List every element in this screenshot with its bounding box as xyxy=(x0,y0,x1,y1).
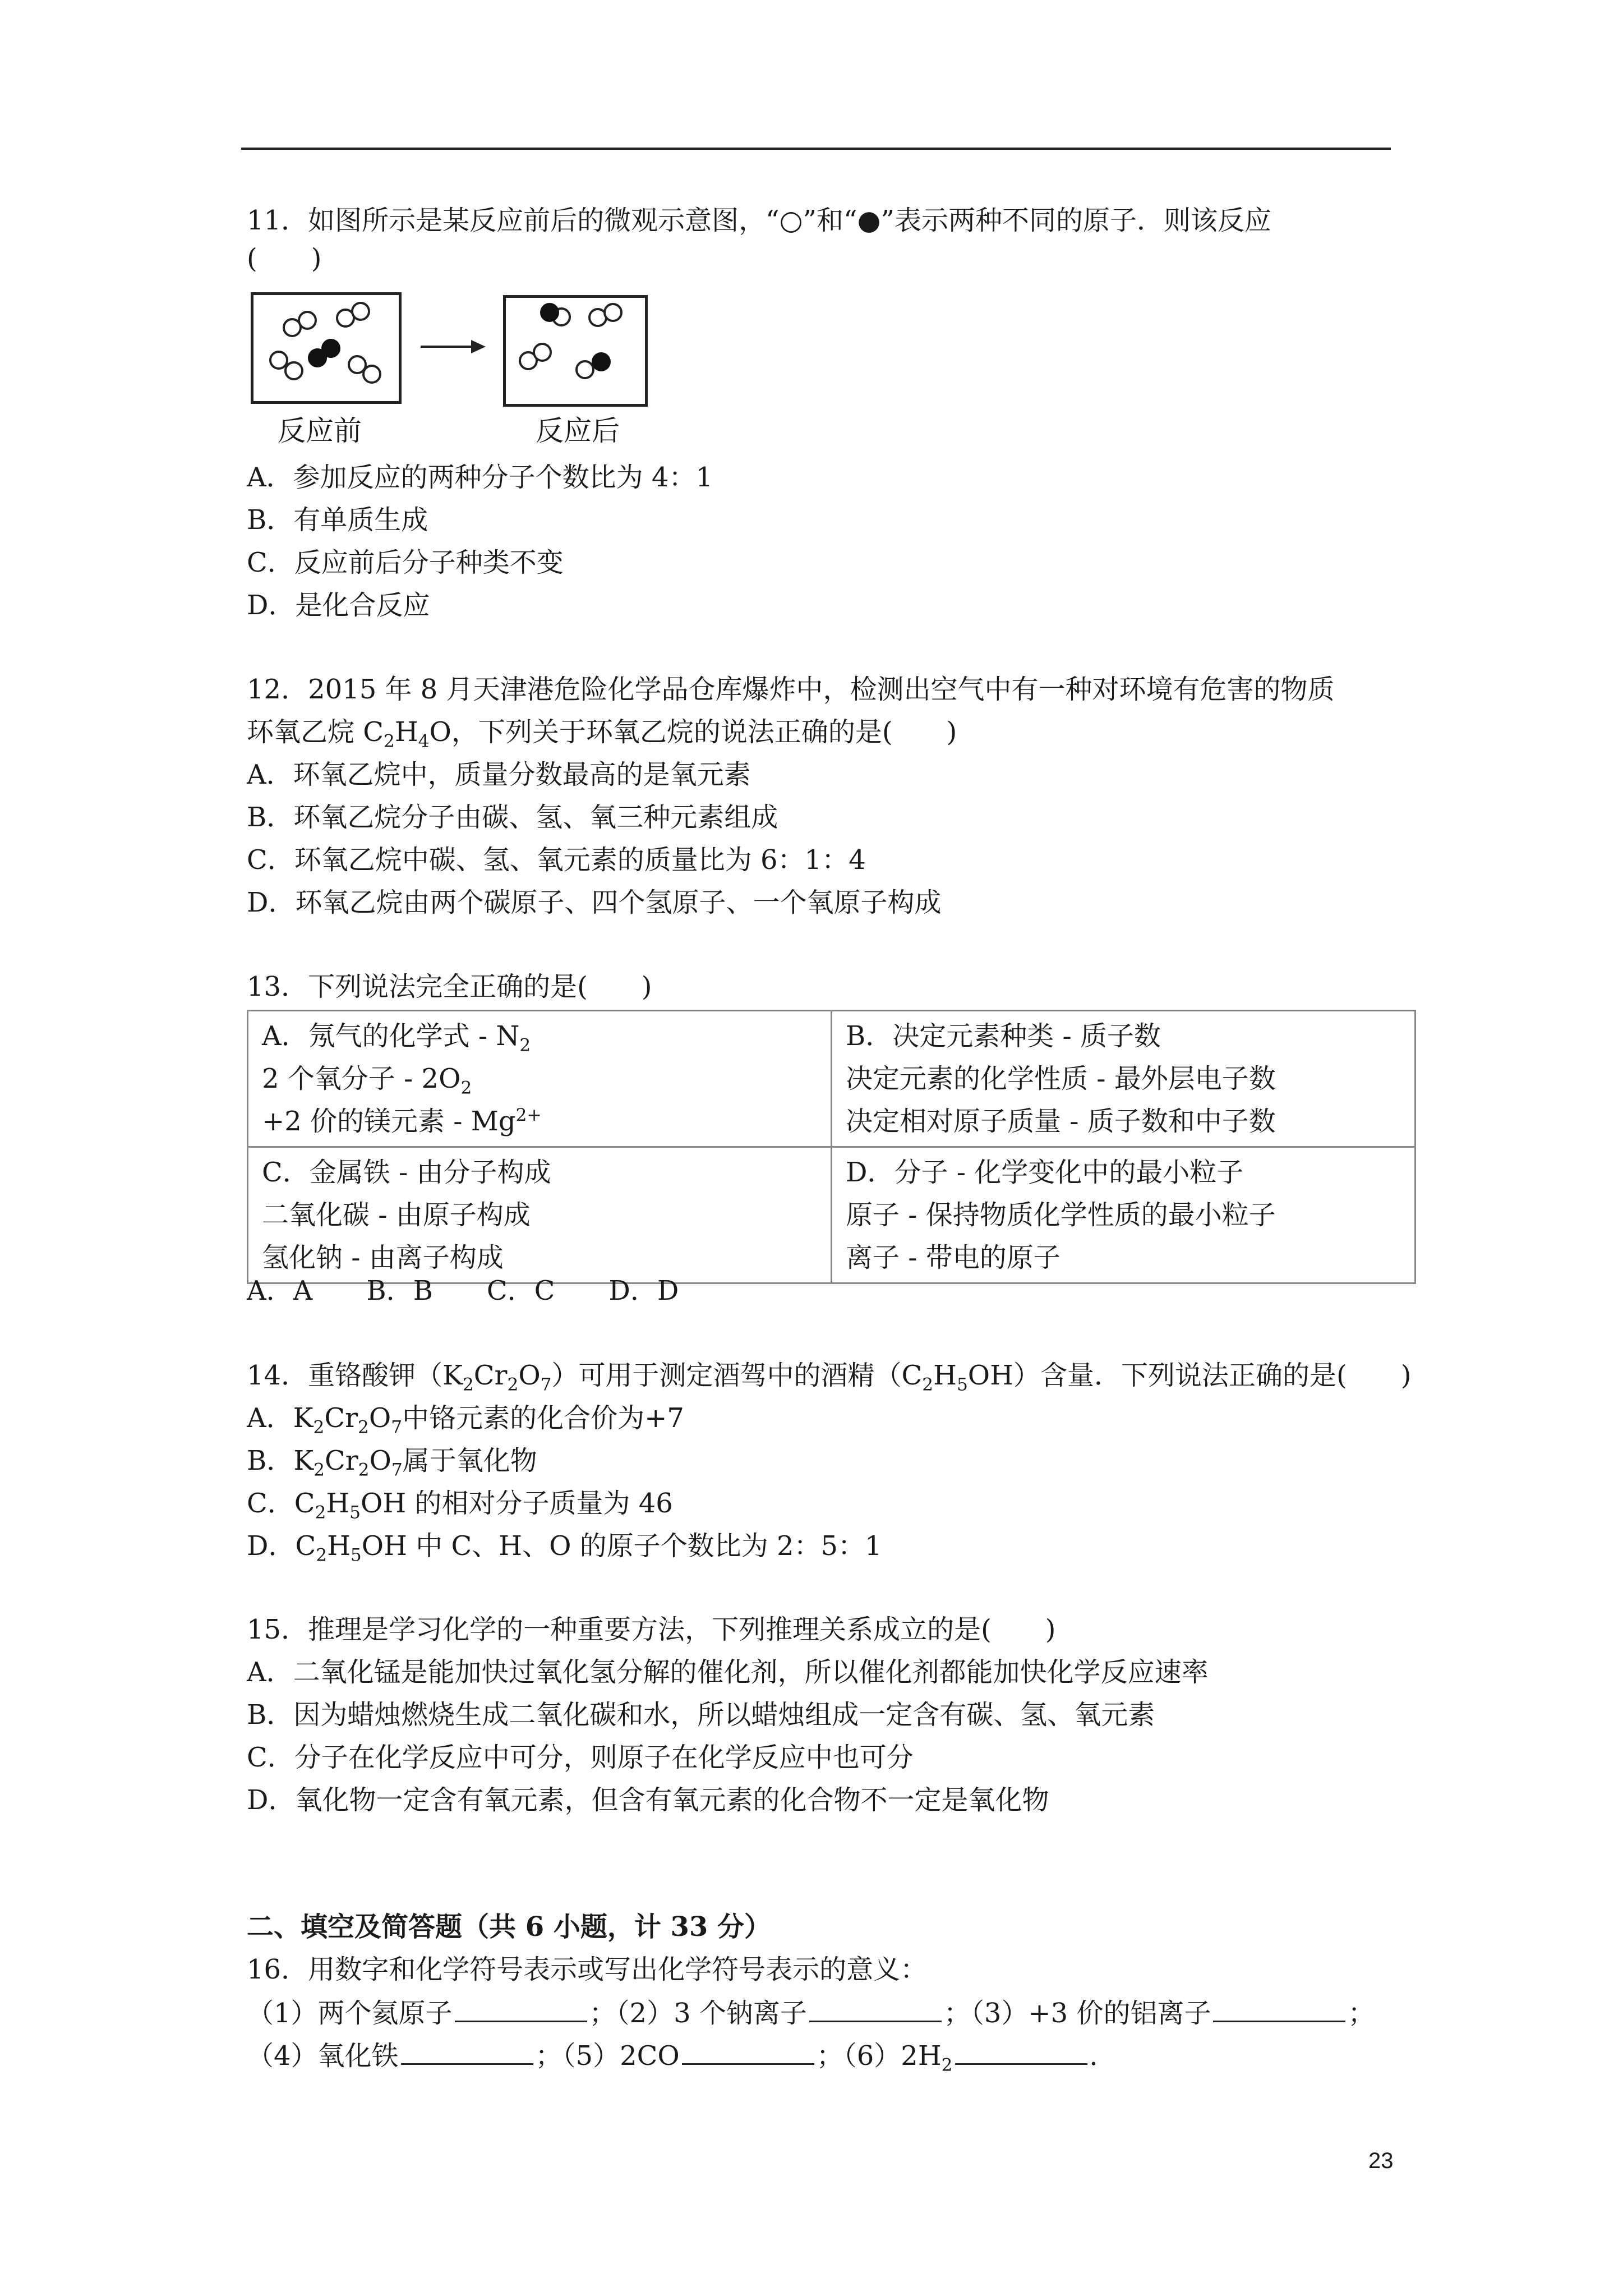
cell-a-line3: +2 价的镁元素 - $Mg^{2+}$ xyxy=(262,1105,542,1137)
q15-option-b: B．因为蜡烛燃烧生成二氧化碳和水，所以蜡烛组成一定含有碳、氢、氧元素 xyxy=(247,1699,1155,1731)
q13-answers: A．A B．B C．C D．D xyxy=(247,1275,679,1306)
q13-table xyxy=(247,1010,1416,1284)
answer-blank[interactable] xyxy=(1213,1996,1345,2022)
q14-option-d: D．$C_2H_5OH$ 中 C、H、O 的原子个数比为 2：5：1 xyxy=(247,1530,882,1566)
q15-option-d: D．氧化物一定含有氧元素，但含有氧元素的化合物不一定是氧化物 xyxy=(247,1784,1049,1816)
before-label: 反应前 xyxy=(278,415,362,447)
q14-option-c: C．$C_2H_5OH$ 的相对分子质量为 46 xyxy=(247,1488,673,1523)
page-number: 23 xyxy=(1368,2148,1394,2173)
answer-blank[interactable] xyxy=(455,1996,587,2022)
q12-option-c: C．环氧乙烷中碳、氢、氧元素的质量比为 6：1：4 xyxy=(247,844,866,876)
q13-stem: 13．下列说法完全正确的是( ) xyxy=(247,971,652,1002)
section-heading: 二、填空及简答题（共 6 小题，计 33 分） xyxy=(247,1911,772,1943)
cell-d-line3: 离子 - 带电的原子 xyxy=(846,1242,1061,1273)
q12-option-a: A．环氧乙烷中，质量分数最高的是氧元素 xyxy=(247,759,751,790)
cell-d xyxy=(832,1147,1415,1283)
cell-b-line3: 决定相对原子质量 - 质子数和中子数 xyxy=(846,1106,1276,1137)
cell-c-line2: 二氧化碳 - 由原子构成 xyxy=(262,1199,531,1231)
cell-a xyxy=(248,1011,832,1147)
cell-c xyxy=(248,1147,832,1283)
answer-blank[interactable] xyxy=(955,2039,1087,2065)
cell-d-line1: D．分子 - 化学变化中的最小粒子 xyxy=(846,1157,1244,1188)
q16-line1: （1）两个氦原子 ；（2）3 个钠离子 ；（3）+3 价的铝离子 ； xyxy=(247,1996,1375,2030)
q15-option-c: C．分子在化学反应中可分，则原子在化学反应中也可分 xyxy=(247,1742,914,1773)
cell-b-line1: B．决定元素种类 - 质子数 xyxy=(846,1020,1161,1052)
q12-stem-line2: 环氧乙烷 $C_2H_4O$，下列关于环氧乙烷的说法正确的是( ) xyxy=(247,716,957,752)
cell-c-line3: 氢化钠 - 由离子构成 xyxy=(262,1242,504,1273)
molecule-drawing xyxy=(0,0,673,426)
q11-option-c: C．反应前后分子种类不变 xyxy=(247,547,564,578)
after-label: 反应后 xyxy=(536,415,620,447)
q14-option-b: B．$K_2Cr_2O_7$属于氧化物 xyxy=(247,1445,537,1480)
q16-stem: 16．用数字和化学符号表示或写出化学符号表示的意义： xyxy=(247,1954,928,1985)
q12-option-b: B．环氧乙烷分子由碳、氢、氧三种元素组成 xyxy=(247,802,778,833)
q15-option-a: A．二氧化锰是能加快过氧化氢分解的催化剂，所以催化剂都能加快化学反应速率 xyxy=(247,1657,1209,1688)
cell-a-line1: A．氖气的化学式 - $N_2$ xyxy=(262,1020,531,1056)
answer-blank[interactable] xyxy=(809,1996,942,2022)
q11-stem: 11．如图所示是某反应前后的微观示意图，“○”和“●”表示两种不同的原子．则该反应 xyxy=(247,205,1272,236)
q15-stem: 15．推理是学习化学的一种重要方法，下列推理关系成立的是( ) xyxy=(247,1614,1056,1645)
cell-b-line2: 决定元素的化学性质 - 最外层电子数 xyxy=(846,1063,1276,1094)
q11-paren: ( ) xyxy=(247,243,322,274)
q12-option-d: D．环氧乙烷由两个碳原子、四个氢原子、一个氧原子构成 xyxy=(247,887,942,918)
answer-blank[interactable] xyxy=(682,2039,814,2065)
q16-line2: （4）氧化铁 ；（5）2CO ；$(6)2H_2$ ． xyxy=(247,2039,1117,2072)
cell-a-line2: 2 个氧分子 - $2O_2$ xyxy=(262,1063,472,1098)
cell-c-line1: C．金属铁 - 由分子构成 xyxy=(262,1157,551,1188)
q11-option-a: A．参加反应的两种分子个数比为 4：1 xyxy=(247,462,713,493)
q14-stem: 14．重铬酸钾$(K_2Cr_2O_7)$可用于测定酒驾中的酒精$(C_2H_5OH)$含量．下列说法正确的是( ) xyxy=(247,1360,1412,1395)
answer-blank[interactable] xyxy=(401,2039,533,2065)
q11-option-d: D．是化合反应 xyxy=(247,590,430,621)
q12-stem-line1: 12．2015 年 8 月天津港危险化学品仓库爆炸中，检测出空气中有一种对环境有危害的物质 xyxy=(247,674,1335,705)
cell-b xyxy=(832,1011,1415,1147)
q14-option-a: A．$K_2Cr_2O_7$中铬元素的化合价为+7 xyxy=(247,1402,684,1438)
cell-d-line2: 原子 - 保持物质化学性质的最小粒子 xyxy=(846,1199,1276,1231)
q11-option-b: B．有单质生成 xyxy=(247,504,428,536)
